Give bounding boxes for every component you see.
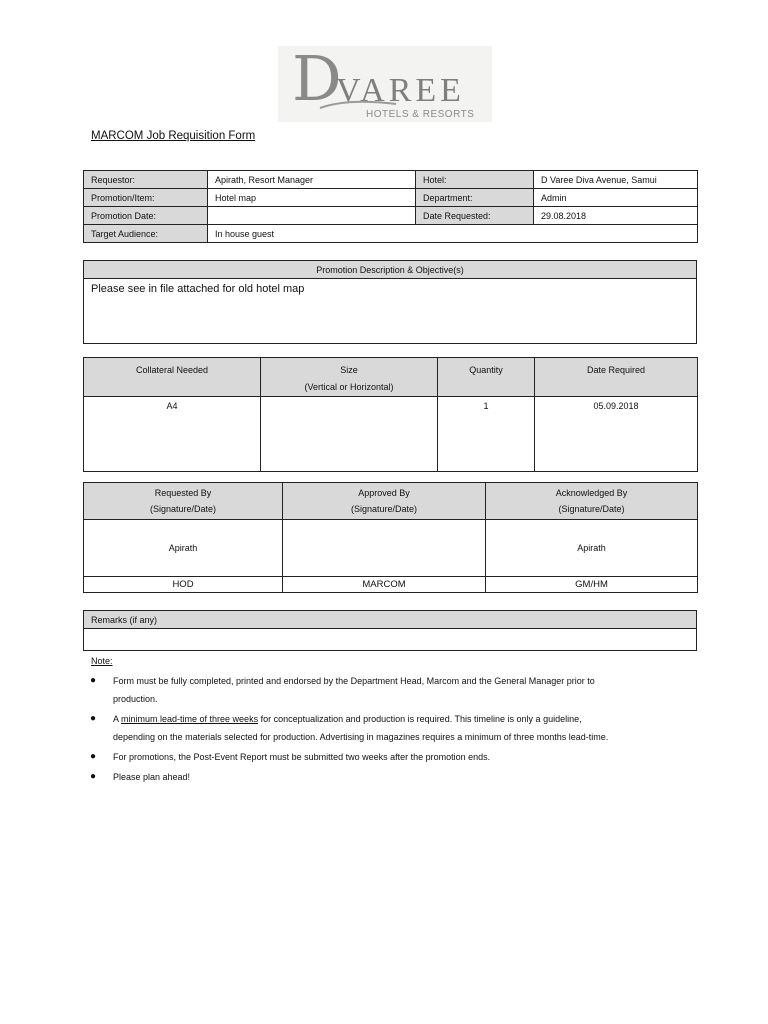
promotion-date-label: Promotion Date: [84,207,208,225]
table-row [84,225,698,243]
acknowledged-by-header [486,483,698,520]
date-requested-field[interactable]: 29.08.2018 [534,207,698,225]
note-text: depending on the materials selected for production. Advertising in magazines requires a minimum of three months lead-time. [113,732,609,742]
description-table [83,260,697,344]
hotel-label: Hotel: [416,171,534,189]
size-header [261,358,438,397]
role-gm-hm: GM/HM [486,577,698,593]
requestor-field[interactable]: Apirath, Resort Manager [208,171,416,189]
bullet-icon: ● [90,675,97,686]
table-row [84,171,698,189]
table-row [84,207,698,225]
logo-mark: D [292,42,342,115]
requested-by-header [84,483,283,520]
promotion-date-field[interactable] [208,207,416,225]
quantity-cell[interactable]: 1 [438,397,535,472]
department-field[interactable]: Admin [534,189,698,207]
logo-subtitle: HOTELS & RESORTS [366,109,475,120]
acknowledged-by-signature[interactable]: Apirath [486,520,698,577]
list-item [88,672,688,708]
approved-by-label: Approved By [358,488,410,498]
list-item [88,710,688,746]
date-required-cell[interactable]: 05.09.2018 [535,397,698,472]
note-emphasis: minimum lead-time of three weeks [121,714,259,724]
approved-by-header [283,483,486,520]
note-text: for conceptualization and production is required. This timeline is only a guideline, [258,714,582,724]
acknowledged-by-label: Acknowledged By [555,488,628,498]
requested-by-signature[interactable]: Apirath [84,520,283,577]
size-cell[interactable] [261,397,438,472]
notes-list [88,672,688,788]
requested-by-label: Requested By [154,488,212,498]
target-audience-field[interactable]: In house guest [208,225,698,243]
collateral-table [83,357,698,472]
promotion-item-label: Promotion/Item: [84,189,208,207]
description-header: Promotion Description & Objective(s) [84,261,697,279]
size-header-sub: (Vertical or Horizontal) [304,382,394,392]
description-field[interactable]: Please see in file attached for old hotel map [84,279,697,344]
table-header-row [84,358,698,397]
collateral-cell[interactable]: A4 [84,397,261,472]
form-title: MARCOM Job Requisition Form [91,130,256,142]
date-required-header: Date Required [535,358,698,397]
department-label: Department: [416,189,534,207]
target-audience-label: Target Audience: [84,225,208,243]
remarks-table [83,610,697,651]
approved-by-signature[interactable] [283,520,486,577]
list-item [88,748,688,766]
note-text: For promotions, the Post-Event Report must be submitted two weeks after the promotion ends. [113,752,491,762]
hotel-field[interactable]: D Varee Diva Avenue, Samui [534,171,698,189]
requestor-label: Requestor: [84,171,208,189]
remarks-label: Remarks (if any) [84,611,697,629]
note-text: Please plan ahead! [113,772,191,782]
list-item [88,768,688,786]
signature-date-label: (Signature/Date) [149,504,217,514]
table-row [84,397,698,472]
request-info-table [83,170,698,243]
logo-name: VAREE [336,72,465,109]
note-title: Note: [91,656,113,666]
note-text: A [113,714,122,724]
signature-date-label: (Signature/Date) [558,504,625,514]
signature-date-label: (Signature/Date) [350,504,418,514]
bullet-icon: ● [90,751,97,762]
table-row [84,520,698,577]
table-row [84,577,698,593]
bullet-icon: ● [90,713,97,724]
promotion-item-field[interactable]: Hotel map [208,189,416,207]
role-marcom: MARCOM [283,577,486,593]
date-requested-label: Date Requested: [416,207,534,225]
role-hod: HOD [84,577,283,593]
note-text: production. [113,694,158,704]
collateral-header: Collateral Needed [84,358,261,397]
quantity-header: Quantity [438,358,535,397]
company-logo [278,42,492,122]
bullet-icon: ● [90,771,97,782]
table-row [84,189,698,207]
table-header-row [84,483,698,520]
size-header-label: Size [340,365,358,375]
note-text: Form must be fully completed, printed and endorsed by the Department Head, Marcom and the General Manager prior to [113,676,595,686]
remarks-field[interactable] [84,629,697,651]
signature-table [83,482,698,593]
